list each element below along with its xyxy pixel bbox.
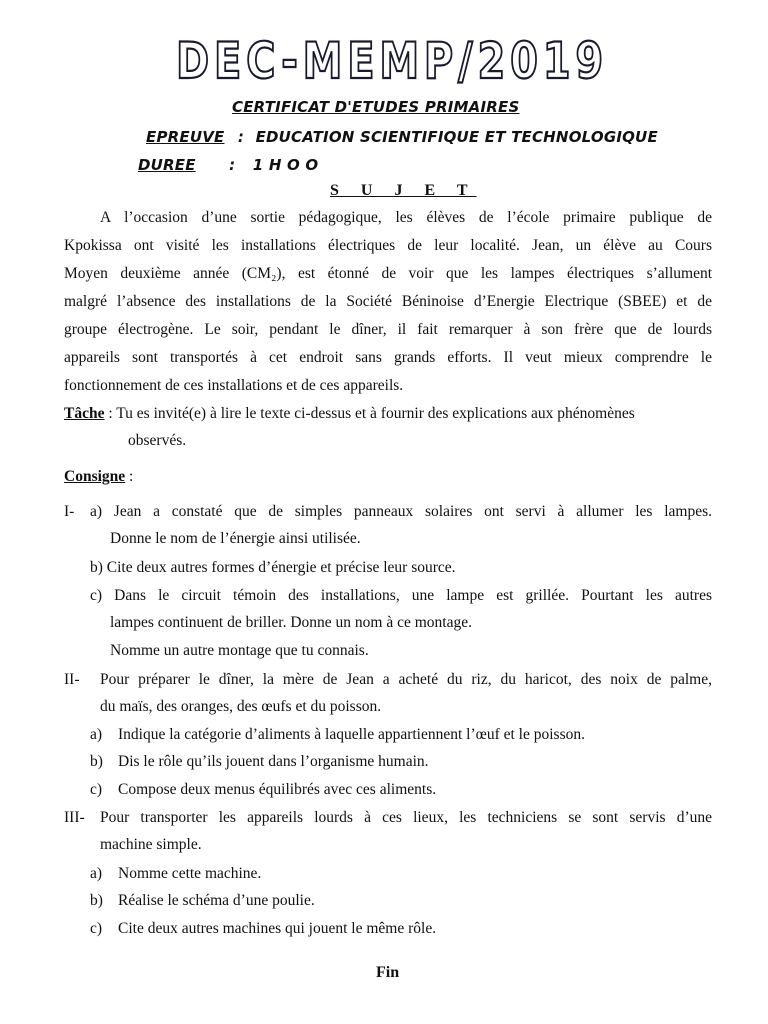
tache-text: : Tu es invité(e) à lire le texte ci-dessus et à fournir des explications aux phénomènes	[104, 405, 635, 422]
section-3-number: III-	[64, 809, 85, 826]
intro-line-1: A l’occasion d’une sortie pédagogique, les élèves de l’école primaire publique de	[100, 209, 712, 226]
section-3b-marker: b)	[90, 892, 103, 909]
section-1-number: I-	[64, 503, 75, 520]
tache-label: Tâche	[64, 405, 105, 422]
section-3c: Cite deux autres machines qui jouent le même rôle.	[118, 920, 437, 937]
intro-line-5: groupe électrogène. Le soir, pendant le dîner, il fait remarquer à son frère que de lourds	[64, 321, 712, 338]
section-2-number: II-	[64, 671, 80, 688]
certificat-heading: CERTIFICAT D'ETUDES PRIMAIRES	[232, 98, 520, 116]
tache-line-2: observés.	[128, 432, 187, 449]
consigne-heading	[64, 467, 133, 487]
section-2-line-2: du maïs, des oranges, des œufs et du poisson.	[100, 698, 382, 715]
section-2b: Dis le rôle qu’ils jouent dans l’organisme humain.	[118, 753, 429, 770]
duree-label: DUREE	[138, 156, 196, 174]
section-3b: Réalise le schéma d’une poulie.	[118, 892, 315, 909]
section-1c-line-2: lampes continuent de briller. Donne un nom à ce montage.	[110, 614, 472, 631]
sujet-heading: S U J E T	[330, 182, 477, 199]
section-2c-marker: c)	[90, 781, 103, 798]
epreuve-label: EPREUVE	[146, 128, 225, 146]
section-2b-marker: b)	[90, 753, 103, 770]
section-3-line-2: machine simple.	[100, 836, 202, 853]
exam-code-text: DEC-MEMP/2019	[176, 32, 608, 90]
section-3c-marker: c)	[90, 920, 103, 937]
consigne-separator: :	[125, 468, 134, 485]
intro-line-4: malgré l’absence des installations de la Société Béninoise d’Energie Electrique (SBEE) et de	[64, 293, 712, 310]
section-1c-line-3: Nomme un autre montage que tu connais.	[110, 642, 369, 659]
section-1b: b) Cite deux autres formes d’énergie et précise leur source.	[90, 559, 456, 576]
section-1a-line-1: a) Jean a constaté que de simples panneaux solaires ont servi à allumer les lampes.	[90, 503, 712, 520]
tache-line	[64, 404, 635, 424]
epreuve-separator: :	[237, 128, 245, 146]
intro-line-3: Moyen deuxième année (CM₂), est étonné de voir que les lampes électriques s’allument	[64, 265, 712, 282]
exam-code-title	[172, 32, 612, 90]
section-3a: Nomme cette machine.	[118, 865, 262, 882]
intro-line-6: appareils sont transportés à cet endroit sans grands efforts. Il veut mieux comprendre le	[64, 349, 712, 366]
fin-label: Fin	[376, 964, 400, 981]
section-2-line-1: Pour préparer le dîner, la mère de Jean a acheté du riz, du haricot, des noix de palme,	[100, 671, 712, 688]
section-3a-marker: a)	[90, 865, 103, 882]
intro-line-2: Kpokissa ont visité les installations électriques de leur localité. Jean, un élève au Cours	[64, 237, 712, 254]
section-3-line-1: Pour transporter les appareils lourds à ces lieux, les techniciens se sont servis d’une	[100, 809, 712, 826]
section-2c: Compose deux menus équilibrés avec ces aliments.	[118, 781, 437, 798]
duree-separator: :	[229, 156, 236, 174]
section-1c-line-1: c) Dans le circuit témoin des installations, une lampe est grillée. Pourtant les autres	[90, 587, 712, 604]
intro-line-7: fonctionnement de ces installations et de ces appareils.	[64, 377, 404, 394]
section-2a: Indique la catégorie d’aliments à laquelle appartiennent l’œuf et le poisson.	[118, 726, 585, 743]
epreuve-line	[146, 128, 658, 146]
section-2a-marker: a)	[90, 726, 103, 743]
duree-line	[138, 156, 318, 174]
section-1a-line-2: Donne le nom de l’énergie ainsi utilisée.	[110, 530, 361, 547]
epreuve-value: EDUCATION SCIENTIFIQUE ET TECHNOLOGIQUE	[255, 128, 658, 146]
duree-value: 1 H O O	[252, 156, 319, 174]
consigne-label: Consigne	[64, 468, 126, 485]
